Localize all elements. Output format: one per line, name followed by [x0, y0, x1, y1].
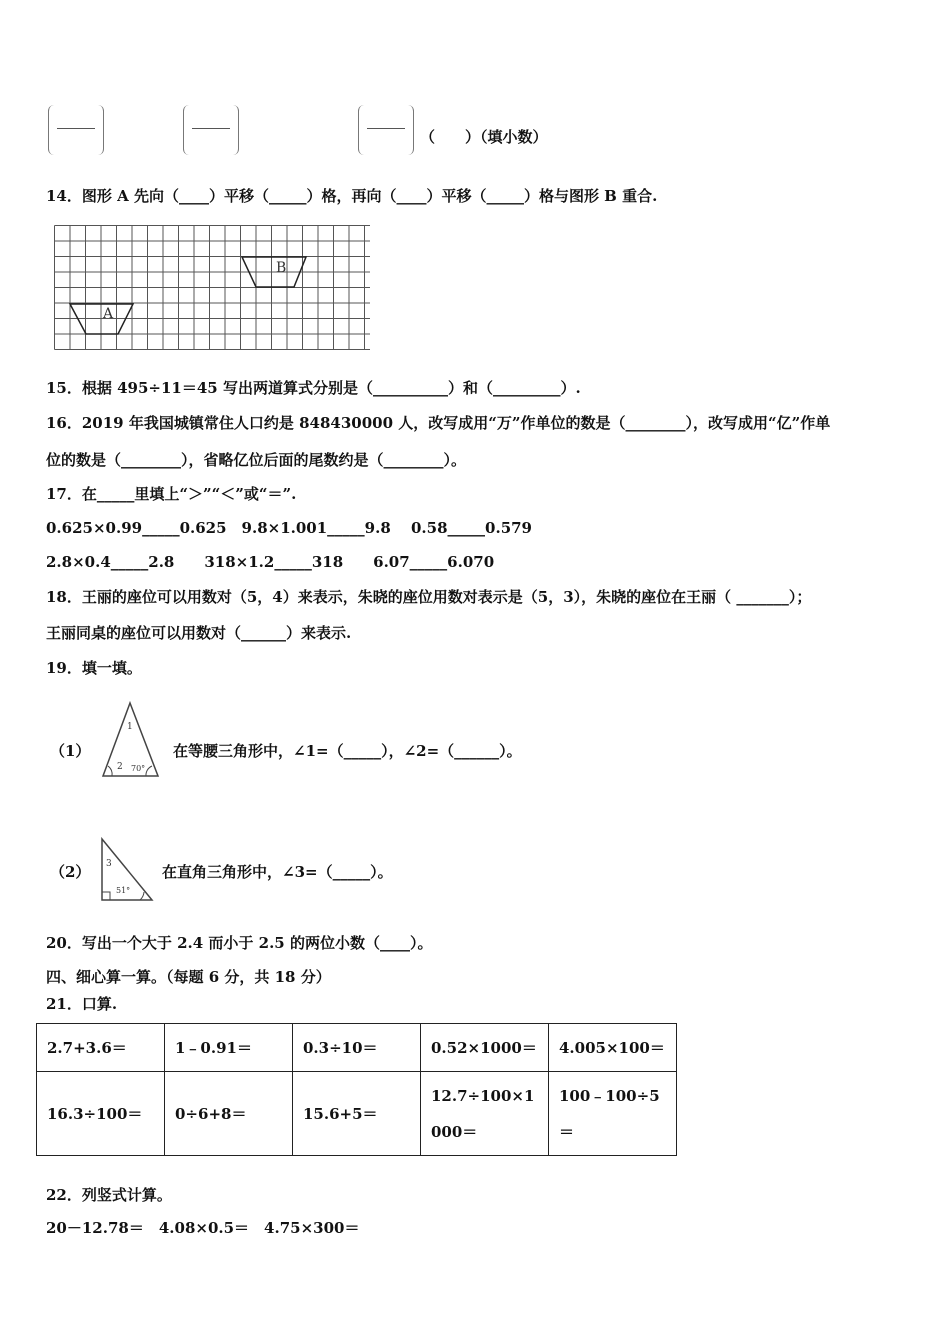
shape-a-label: A [103, 306, 114, 322]
q19-p2-label: （2） [50, 863, 91, 881]
table-row [37, 1024, 677, 1072]
shape-b-label: B [276, 260, 287, 276]
fraction-box-1 [48, 105, 104, 155]
q16-line2: 位的数是（________），省略亿位后面的尾数约是（________）。 [46, 451, 467, 469]
q15-text: 15．根据 495÷11＝45 写出两道算式分别是（__________）和（_________）. [46, 379, 581, 397]
q21-title: 21．口算. [46, 995, 118, 1013]
q16-line1: 16．2019 年我国城镇常住人口约是 848430000 人，改写成用“万”作单位的数是（________），改写成用“亿”作单 [46, 414, 831, 432]
q19-title: 19．填一填。 [46, 659, 142, 677]
table-row [37, 1072, 677, 1156]
q17-text: 17．在_____里填上“＞”“＜”或“＝”. [46, 485, 297, 503]
q18-line1: 18．王丽的座位可以用数对（5，4）来表示，朱晓的座位用数对表示是（5，3），朱晓的座位在王丽（ _______）； [46, 588, 812, 606]
q19-p1-text: 在等腰三角形中，∠1=（_____），∠2=（______）。 [173, 742, 522, 760]
angle-3-label: 3 [106, 859, 112, 869]
table-cell: 4.005×100＝ [549, 1024, 677, 1072]
fraction-box-3 [358, 105, 414, 155]
q18-line2: 王丽同桌的座位可以用数对（______）来表示. [46, 624, 352, 642]
table-cell: 12.7÷100×1000＝ [421, 1072, 549, 1156]
right-triangle-figure [98, 836, 158, 904]
table-cell: 0.3÷10＝ [293, 1024, 421, 1072]
table-cell: 0÷6+8＝ [165, 1072, 293, 1156]
section-4-title: 四、细心算一算。（每题 6 分，共 18 分） [46, 968, 331, 986]
q20-text: 20．写出一个大于 2.4 而小于 2.5 的两位小数（____）。 [46, 934, 433, 952]
mental-math-table [36, 1023, 677, 1156]
q14-text: 14．图形 A 先向（____）平移（_____）格，再向（____）平移（_____）格与图形 B 重合. [46, 187, 658, 205]
isosceles-triangle-figure [100, 700, 162, 782]
table-cell: 2.7+3.6＝ [37, 1024, 165, 1072]
table-cell: 15.6+5＝ [293, 1072, 421, 1156]
fraction-box-2 [183, 105, 239, 155]
q19-p1-label: （1） [50, 742, 91, 760]
q17-row2: 2.8×0.4_____2.8 318×1.2_____318 6.07_____6.070 [46, 553, 495, 571]
q22-items: 20－12.78＝ 4.08×0.5＝ 4.75×300＝ [46, 1219, 360, 1237]
table-cell: 16.3÷100＝ [37, 1072, 165, 1156]
q22-title: 22．列竖式计算。 [46, 1186, 172, 1204]
angle-1-label: 1 [127, 722, 133, 732]
q19-p2-text: 在直角三角形中，∠3=（_____）。 [162, 863, 393, 881]
table-cell: 1﹣0.91＝ [165, 1024, 293, 1072]
table-cell: 0.52×1000＝ [421, 1024, 549, 1072]
q17-row1: 0.625×0.99_____0.625 9.8×1.001_____9.8 0.58_____0.579 [46, 519, 532, 537]
q14-grid-figure [54, 225, 370, 353]
q13-fill-blank: （ ）（填小数） [420, 128, 548, 146]
angle-51-label: 51° [116, 886, 131, 895]
angle-70-label: 70° [131, 764, 146, 773]
table-cell: 100﹣100÷5＝ [549, 1072, 677, 1156]
angle-2-label: 2 [117, 762, 123, 772]
